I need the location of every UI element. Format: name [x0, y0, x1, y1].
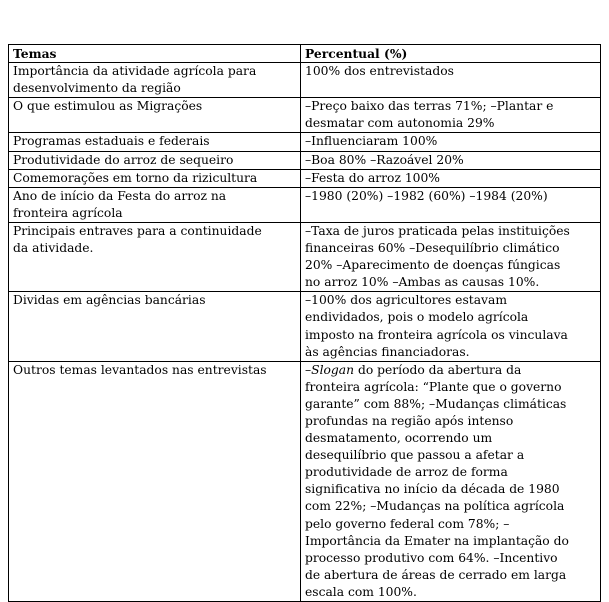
- survey-results-table: [8, 44, 601, 602]
- percentual-cell: [301, 169, 601, 187]
- percentual-cell: [301, 133, 601, 151]
- cell-line: 100% dos entrevistados: [305, 64, 454, 79]
- tema-cell: [9, 187, 301, 222]
- cell-line: O que estimulou as Migrações: [13, 99, 203, 114]
- cell-line: Importância da Emater na implantação do: [305, 533, 569, 548]
- tema-cell: [9, 361, 301, 601]
- cell-line: Programas estaduais e federais: [13, 134, 210, 149]
- table-row: [9, 361, 601, 601]
- cell-line: endividados, pois o modelo agrícola: [305, 310, 529, 325]
- cell-line: Produtividade do arroz de sequeiro: [13, 152, 234, 167]
- table-row: [9, 63, 601, 98]
- cell-line: Dividas em agências bancárias: [13, 293, 206, 308]
- cell-text: –: [305, 362, 312, 377]
- cell-line: Principais entraves para a continuidade: [13, 223, 262, 238]
- table-row: [9, 98, 601, 133]
- cell-line: Outros temas levantados nas entrevistas: [13, 362, 267, 377]
- cell-line: Ano de início da Festa do arroz na: [13, 188, 227, 203]
- table-header-row: [9, 45, 601, 63]
- cell-line: imposto na fronteira agrícola os vinculava: [305, 327, 568, 342]
- cell-line: de abertura de áreas de cerrado em larga: [305, 567, 567, 582]
- tema-cell: [9, 133, 301, 151]
- cell-line: profundas na região após intenso: [305, 413, 514, 428]
- cell-line: Comemorações em torno da rizicultura: [13, 170, 258, 185]
- table-row: [9, 187, 601, 222]
- cell-line: com 22%; –Mudanças na política agrícola: [305, 499, 565, 514]
- cell-line: 20% –Aparecimento de doenças fúngicas: [305, 258, 561, 273]
- cell-line: [305, 362, 597, 379]
- cell-line: financeiras 60% –Desequilíbrio climático: [305, 241, 560, 256]
- cell-line: –Preço baixo das terras 71%; –Plantar e: [305, 99, 554, 114]
- table-row: [9, 292, 601, 361]
- cell-line: –1980 (20%) –1982 (60%) –1984 (20%): [305, 188, 548, 203]
- table-row: [9, 151, 601, 169]
- cell-line: –Boa 80% –Razoável 20%: [305, 152, 464, 167]
- cell-line: desmatar com autonomia 29%: [305, 116, 495, 131]
- cell-line: produtividade de arroz de forma: [305, 465, 508, 480]
- cell-line: da atividade.: [13, 241, 94, 256]
- tema-cell: [9, 292, 301, 361]
- cell-line: garante” com 88%; –Mudanças climáticas: [305, 396, 567, 411]
- percentual-cell: [301, 151, 601, 169]
- cell-line: Importância da atividade agrícola para: [13, 64, 257, 79]
- tema-cell: [9, 98, 301, 133]
- percentual-cell: [301, 292, 601, 361]
- cell-line: escala com 100%.: [305, 584, 417, 599]
- cell-line: –Taxa de juros praticada pelas instituições: [305, 223, 570, 238]
- cell-line: processo produtivo com 64%. –Incentivo: [305, 550, 558, 565]
- table-row: [9, 222, 601, 291]
- cell-line: –100% dos agricultores estavam: [305, 293, 507, 308]
- tema-cell: [9, 63, 301, 98]
- cell-text: do período da abertura da: [354, 362, 522, 377]
- cell-line: fronteira agrícola: [13, 205, 123, 220]
- cell-line: desequilíbrio que passou a afetar a: [305, 448, 525, 463]
- table-row: [9, 169, 601, 187]
- cell-line: significativa no início da década de 1980: [305, 482, 560, 497]
- cell-line: fronteira agrícola: “Plante que o governo: [305, 379, 562, 394]
- cell-line: desenvolvimento da região: [13, 81, 181, 96]
- tema-cell: [9, 169, 301, 187]
- cell-line: às agências financiadoras.: [305, 344, 470, 359]
- percentual-cell: [301, 361, 601, 601]
- percentual-cell: [301, 222, 601, 291]
- tema-cell: [9, 151, 301, 169]
- percentual-cell: [301, 187, 601, 222]
- slogan-italic-text: Slogan: [311, 362, 355, 377]
- percentual-cell: [301, 98, 601, 133]
- percentual-cell: [301, 63, 601, 98]
- table-row: [9, 133, 601, 151]
- header-temas: Temas: [9, 45, 301, 63]
- cell-line: no arroz 10% –Ambas as causas 10%.: [305, 275, 540, 290]
- cell-line: –Influenciaram 100%: [305, 134, 438, 149]
- cell-line: desmatamento, ocorrendo um: [305, 431, 493, 446]
- cell-line: –Festa do arroz 100%: [305, 170, 440, 185]
- cell-line: pelo governo federal com 78%; –: [305, 516, 510, 531]
- tema-cell: [9, 222, 301, 291]
- header-percentual: Percentual (%): [301, 45, 601, 63]
